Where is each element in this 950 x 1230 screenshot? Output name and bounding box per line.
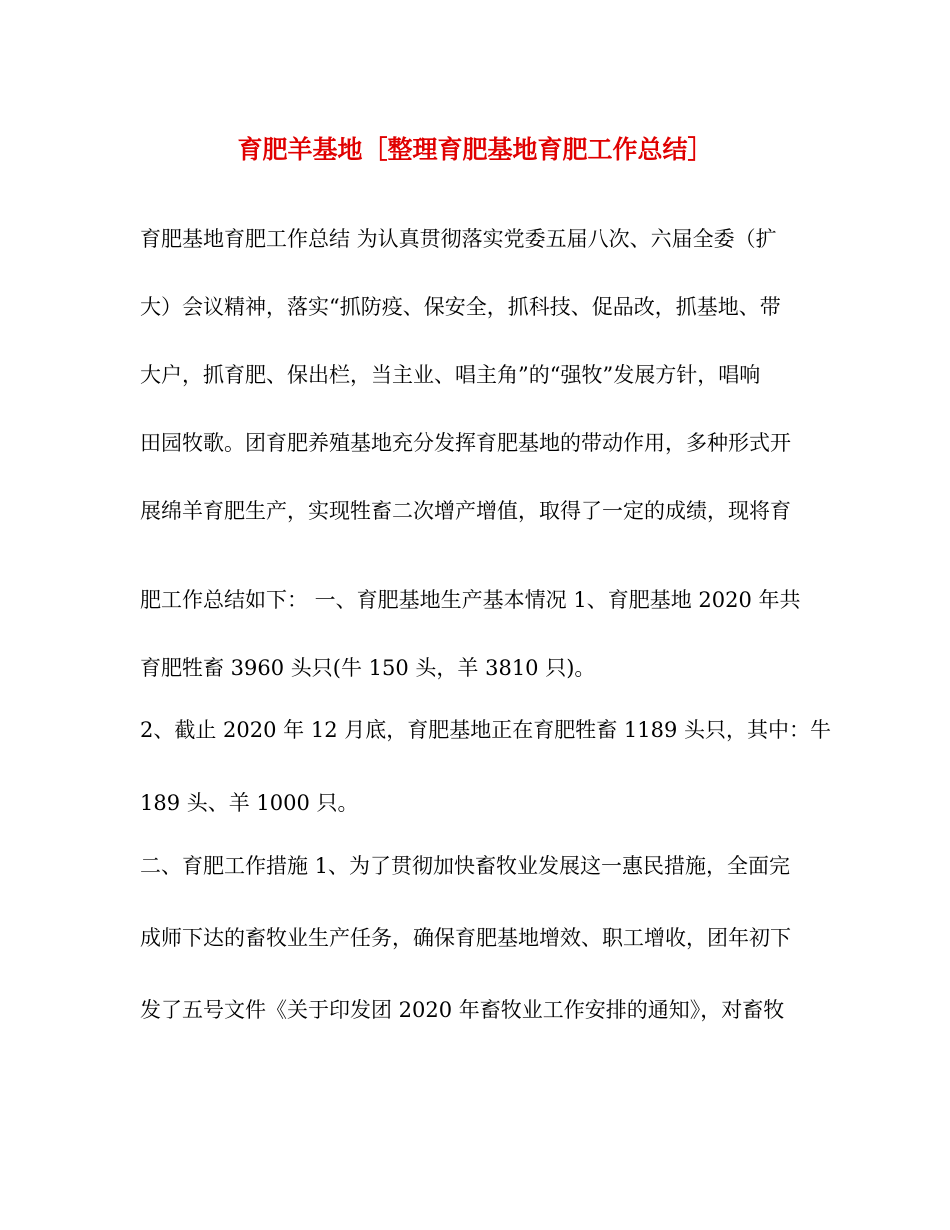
paragraph-line: 育肥牲畜 3960 头只(牛 150 头，羊 3810 只)。 — [140, 656, 596, 680]
paragraph-line: 大户，抓育肥、保出栏，当主业、唱主角”的“强牧”发展方针，唱响 — [140, 363, 761, 387]
paragraph-line: 田园牧歌。团育肥养殖基地充分发挥育肥基地的带动作用，多种形式开 — [140, 431, 791, 455]
paragraph-line: 二、育肥工作措施 1、为了贯彻加快畜牧业发展这一惠民措施，全面完 — [140, 854, 791, 878]
document-title: 育肥羊基地［整理育肥基地育肥工作总结］ — [237, 135, 713, 164]
paragraph-line: 发了五号文件《关于印发团 2020 年畜牧业工作安排的通知》，对畜牧 — [140, 998, 785, 1022]
paragraph-line: 成师下达的畜牧业生产任务，确保育肥基地增效、职工增收，团年初下 — [140, 926, 791, 950]
paragraph-line: 大）会议精神，落实“抓防疫、保安全，抓科技、促品改，抓基地、带 — [140, 295, 781, 319]
paragraph-line: 189 头、羊 1000 只。 — [140, 791, 359, 815]
paragraph-line: 肥工作总结如下： 一、育肥基地生产基本情况 1、育肥基地 2020 年共 — [140, 588, 801, 612]
paragraph-line: 展绵羊育肥生产，实现牲畜二次增产增值，取得了一定的成绩，现将育 — [140, 499, 791, 523]
paragraph-line: 2、截止 2020 年 12 月底，育肥基地正在育肥牲畜 1189 头只，其中：牛 — [140, 718, 832, 742]
paragraph-line: 育肥基地育肥工作总结 为认真贯彻落实党委五届八次、六届全委（扩 — [140, 227, 777, 251]
